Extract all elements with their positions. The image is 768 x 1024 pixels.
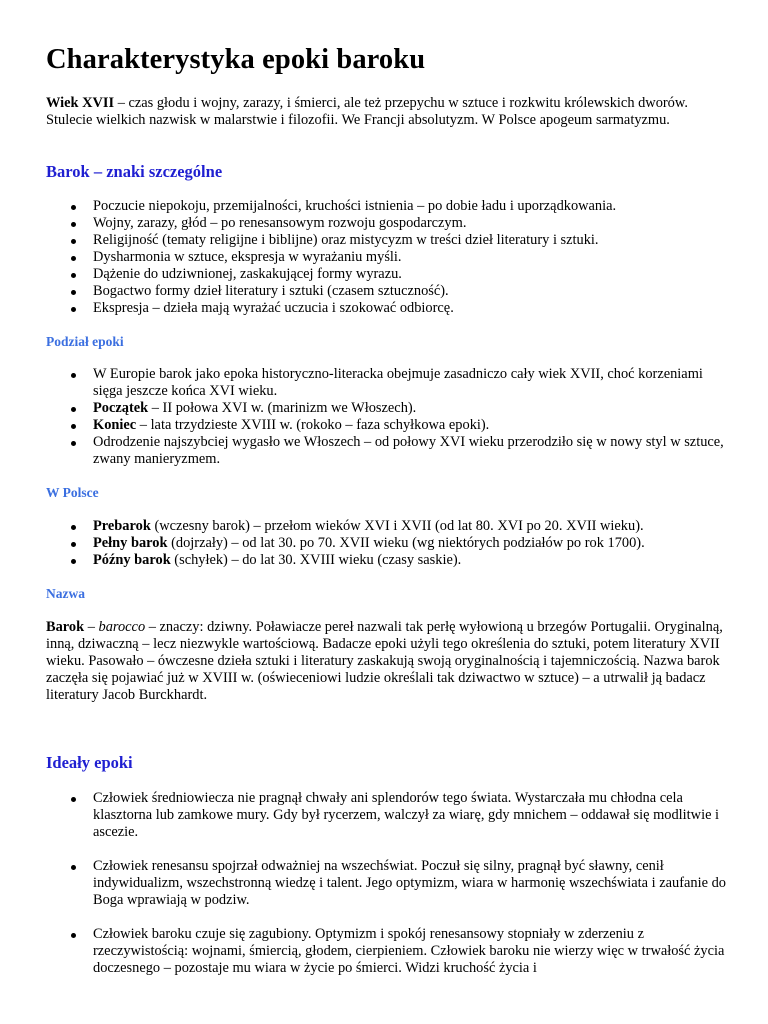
item-text: – lata trzydzieste XVIII w. (rokoko – faza schyłkowa epoki). [136,417,490,433]
list-item: Bogactwo formy dzieł literatury i sztuki (czasem sztuczność). [93,283,728,300]
item-bold: Koniec [93,417,137,433]
list-item [93,417,728,434]
nazwa-paragraph [46,619,728,704]
heading-idealy: Ideały epoki [46,753,133,772]
list-item: Religijność (tematy religijne i biblijne) oraz mistycyzm w treści dzieł literatury i sztuki. [93,232,728,249]
heading-nazwa: Nazwa [46,586,85,601]
intro-paragraph [46,95,728,129]
item-text: (dojrzały) – od lat 30. po 70. XVII wieku (wg niektórych podziałów po rok 1700). [167,535,645,551]
heading-znaki: Barok – znaki szczególne [46,162,223,181]
item-bold: Prebarok [93,518,151,534]
item-text: – II połowa XVI w. (marinizm we Włoszech). [148,400,417,416]
item-text: (wczesny barok) – przełom wieków XVI i XVII (od lat 80. XVI po 20. XVII wieku). [150,518,644,534]
list-item: Człowiek renesansu spojrzał odważniej na wszechświat. Poczuł się silny, pragnął być sławny, cenił indywidualizm, wszechstronną wiedzę i talent. Jego optymizm, wiara w harmonię wszechświata i zaufanie do Boga wprawiają w podziw. [93,858,728,909]
item-bold: Początek [93,400,149,416]
list-item: Poczucie niepokoju, przemijalności, kruchości istnienia – po dobie ładu i uporządkowania. [93,198,728,215]
nazwa-bold: Barok [46,619,85,635]
list-item: Człowiek baroku czuje się zagubiony. Optymizm i spokój renesansowy stopniały w zderzeniu z rzeczywistością: wojnami, śmiercią, głodem, cierpieniem. Człowiek baroku nie wierzy więc w trwałość życia doczesnego – pozostaje mu wiara w życie po śmierci. Widzi kruchość życia i [93,926,728,977]
intro-text: – czas głodu i wojny, zarazy, i śmierci, ale też przepychu w sztuce i rozkwitu królewskich dworów. Stulecie wielkich nazwisk w malarstwie i filozofii. We Francji absolutyzm. W Polsce apogeum sarmatyzmu. [46,95,688,128]
list-item: Ekspresja – dzieła mają wyrażać uczucia i szokować odbiorcę. [93,300,728,317]
list-item: Odrodzenie najszybciej wygasło we Włoszech – od połowy XVI wieku przerodziło się w nowy styl w sztuce, zwany manieryzmem. [93,434,728,468]
nazwa-dash: – [84,619,99,635]
item-bold: Późny barok [93,552,171,568]
list-item [93,518,728,535]
item-bold: Pełny barok [93,535,168,551]
list-item: W Europie barok jako epoka historyczno-literacka obejmuje zasadniczo cały wiek XVII, choć korzeniami sięga jeszcze końca XVI wieku. [93,366,728,400]
nazwa-italic: barocco [98,619,146,635]
list-item: Człowiek średniowiecza nie pragnął chwały ani splendorów tego świata. Wystarczała mu chłodna cela klasztorna lub zamkowe mury. Gdy był rycerzem, walczył za wiarę, gdy mnichem – oddawał się modlitwie i ascezie. [93,790,728,841]
list-item [93,535,728,552]
heading-podzial: Podział epoki [46,334,124,349]
list-item: Wojny, zarazy, głód – po renesansowym rozwoju gospodarczym. [93,215,728,232]
list-item: Dysharmonia w sztuce, ekspresja w wyrażaniu myśli. [93,249,728,266]
item-text: (schyłek) – do lat 30. XVIII wieku (czasy saskie). [170,552,462,568]
list-znaki [46,198,728,317]
page-title: Charakterystyka epoki baroku [46,44,426,75]
intro-lead: Wiek XVII [46,95,115,111]
list-item [93,552,728,569]
list-item [93,400,728,417]
list-w-polsce [46,518,728,569]
list-item: Dążenie do udziwnionej, zaskakującej formy wyrazu. [93,266,728,283]
nazwa-text: – znaczy: dziwny. Poławiacze pereł nazwali tak perłę wyłowioną u brzegów Portugalii. Oryginalną, inną, dziwaczną – lecz niezwykle wartościową. Badacze epoki użyli tego określenia do sztuki, potem literatury XVII wieku. Pasowało – ówczesne dzieła sztuki i literatury zaskakują swoją oryginalnością i tajemniczością. Nazwa barok zaczęła się pojawiać już w XVIII w. (oświeceniowi ludzie określali tak dziwactwo w sztuce) – a utrwalił ją badacz literatury Jacob Burckhardt. [46,619,723,703]
heading-w-polsce: W Polsce [46,485,99,500]
list-idealy [46,790,728,994]
list-podzial [46,366,728,468]
